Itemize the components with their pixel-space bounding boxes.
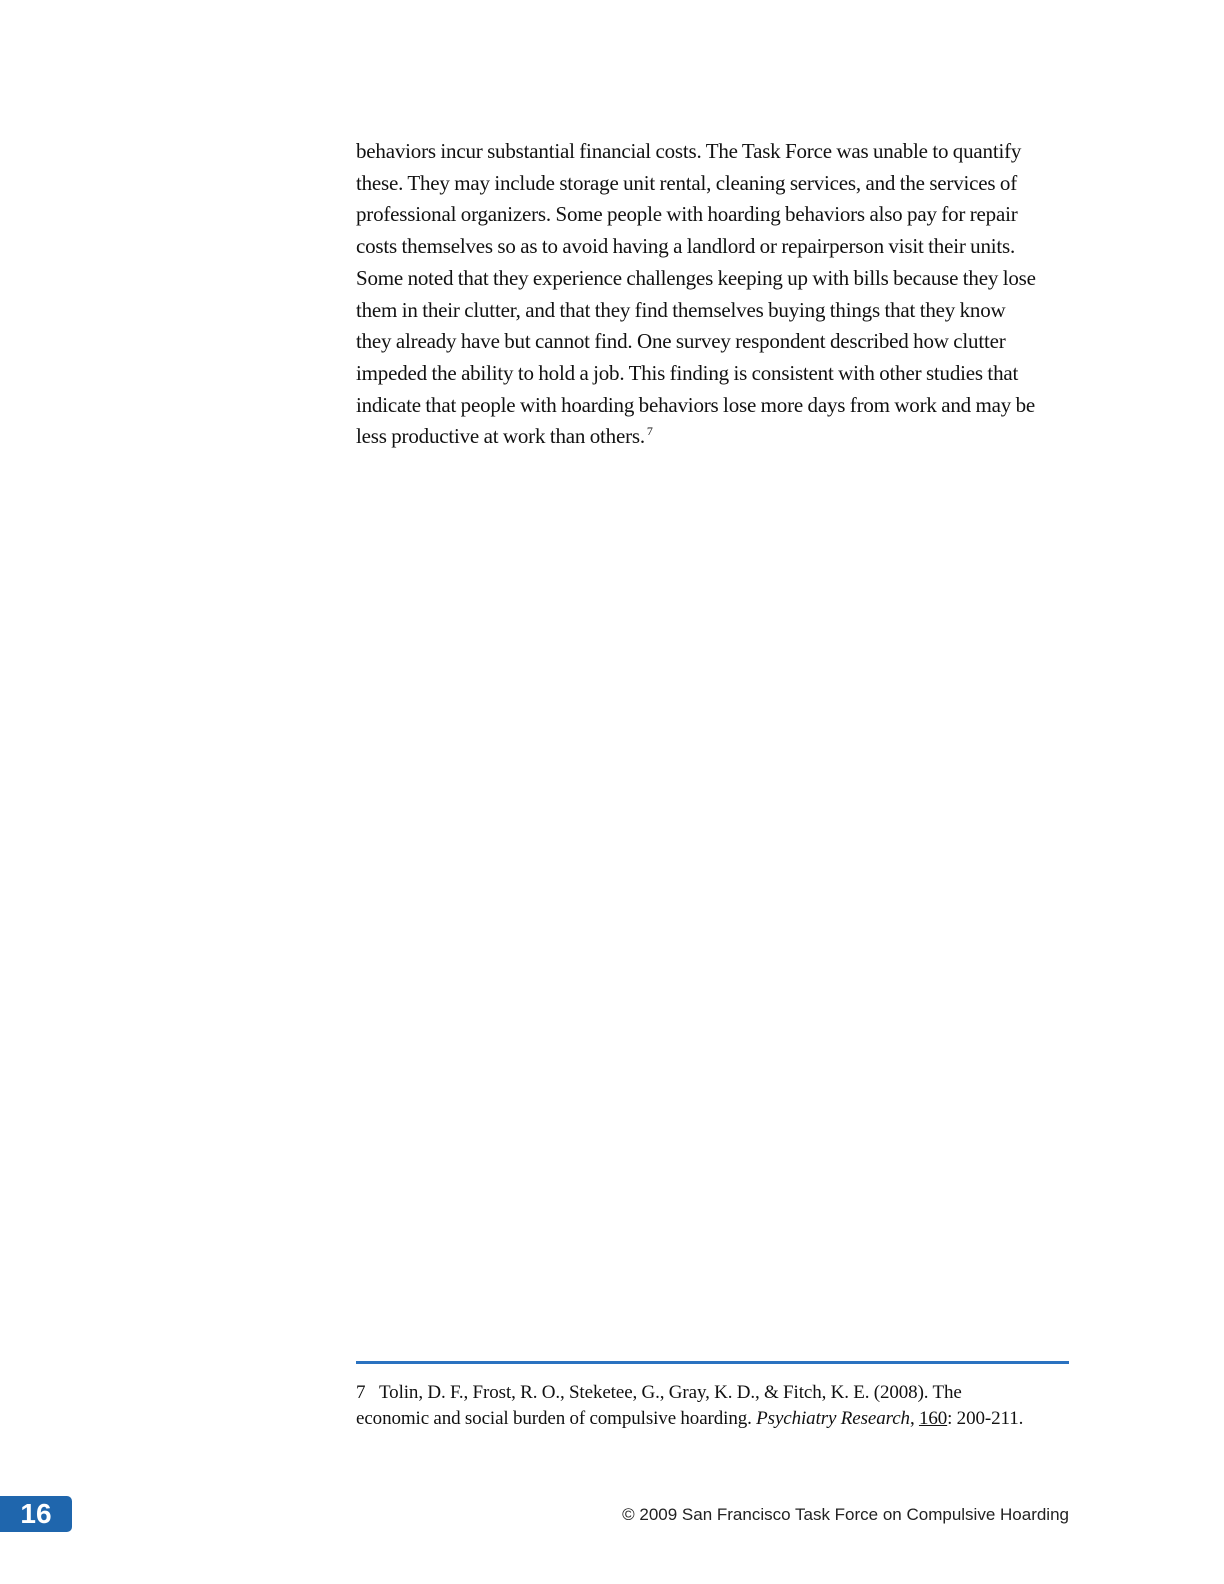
footnote-line-2 <box>356 1406 1072 1432</box>
body-line: them in their clutter, and that they find themselves buying things that they know <box>356 297 1006 322</box>
footnote-journal: Psychiatry Research <box>756 1408 910 1429</box>
body-line-text: less productive at work than others. <box>356 424 645 449</box>
footnote-volume: 160 <box>918 1408 948 1429</box>
page-number: 16 <box>0 1496 72 1532</box>
footnote-pages: : 200-211. <box>947 1408 1024 1429</box>
body-line: these. They may include storage unit rental, cleaning services, and the services of <box>356 170 1018 195</box>
body-line: indicate that people with hoarding behaviors lose more days from work and may be <box>356 392 1036 417</box>
copyright-notice: © 2009 San Francisco Task Force on Compulsive Hoarding <box>622 1505 1069 1524</box>
footnote-number: 7 <box>356 1382 366 1403</box>
footnote-separator: , <box>909 1408 919 1429</box>
body-line: impeded the ability to hold a job. This finding is consistent with other studies that <box>356 360 1019 385</box>
body-line: behaviors incur substantial financial costs. The Task Force was unable to quantify <box>356 139 1022 163</box>
footnote-citation-title: economic and social burden of compulsive hoarding. <box>356 1408 757 1429</box>
body-line: Some noted that they experience challenges keeping up with bills because they lose <box>356 265 1036 290</box>
body-line: professional organizers. Some people with hoarding behaviors also pay for repair <box>356 202 1018 227</box>
footnote-line-1 <box>356 1380 1072 1406</box>
body-paragraph <box>356 136 1072 453</box>
footnote-divider <box>356 1361 1069 1364</box>
body-line: costs themselves so as to avoid having a landlord or repairperson visit their units. <box>356 234 1016 259</box>
body-line-last <box>356 421 1072 453</box>
footnote <box>356 1380 1072 1432</box>
body-line: they already have but cannot find. One survey respondent described how clutter <box>356 329 1006 354</box>
footnote-citation-authors: Tolin, D. F., Frost, R. O., Steketee, G., Gray, K. D., & Fitch, K. E. (2008). The <box>379 1382 962 1403</box>
footnote-reference[interactable]: 7 <box>646 424 653 439</box>
